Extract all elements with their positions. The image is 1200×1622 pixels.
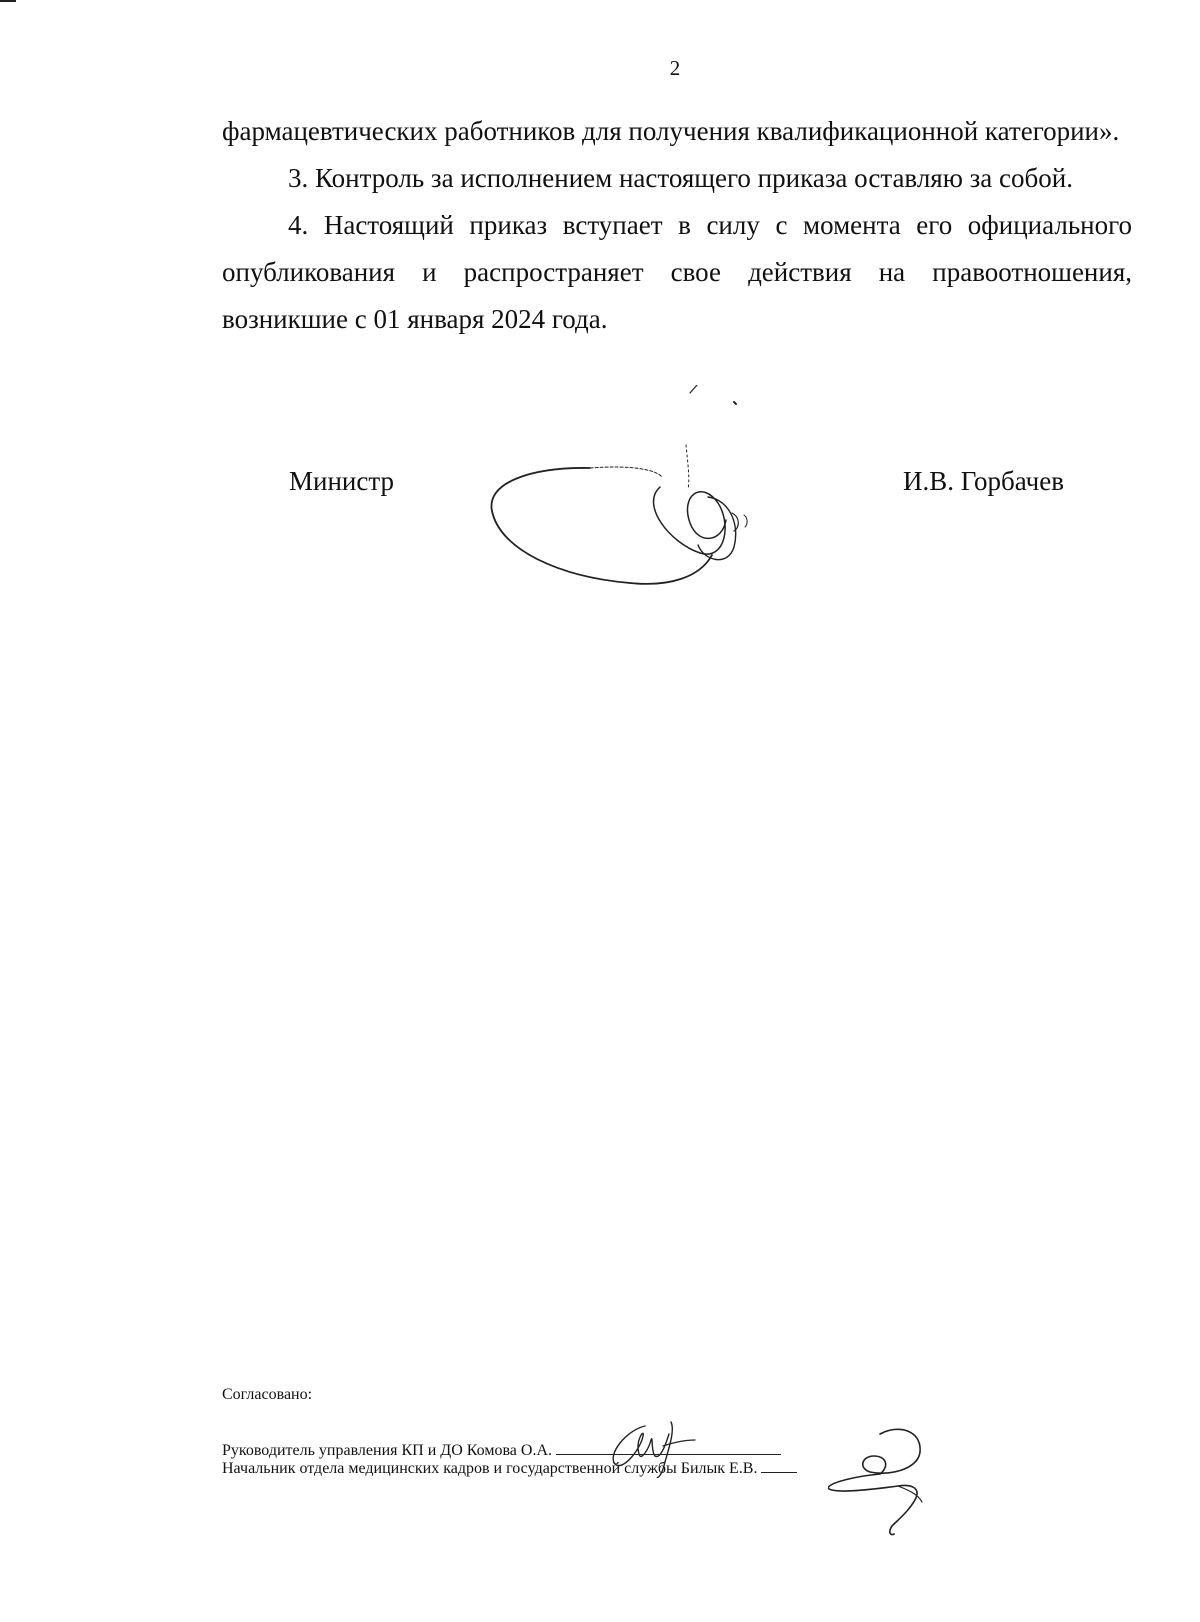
text-line: возникшие с 01 января 2024 года. [222, 304, 608, 334]
text-line: фармацевтических работников для получения квалификационной категории». [222, 116, 1120, 146]
bilyk-signature-image [828, 1422, 948, 1537]
page-number: 2 [669, 56, 681, 80]
paragraph-continuation [222, 108, 1132, 155]
approval-row-text: Руководитель управления КП и ДО Комова О.А. [222, 1442, 553, 1459]
text-line: 3. Контроль за исполнением настоящего приказа оставляю за собой. [288, 163, 1073, 193]
paragraph-4 [222, 202, 1132, 343]
scan-corner-mark [0, 0, 16, 2]
text-line: опубликования и распространяет свое действия на правоотношения, [222, 257, 1132, 287]
minister-signature-image [490, 385, 780, 610]
text-line: 4. Настоящий приказ вступает в силу с момента его официального [288, 210, 1132, 240]
signatory-title: Министр [289, 466, 394, 496]
paragraph-3 [222, 155, 1132, 202]
signature-line [761, 1458, 797, 1473]
approval-label: Согласовано: [222, 1386, 313, 1403]
approval-row-text: Начальник отдела медицинских кадров и государственной службы Билык Е.В. [222, 1460, 758, 1477]
komova-signature-image [605, 1418, 715, 1478]
signatory-name: И.В. Горбачев [903, 466, 1064, 496]
